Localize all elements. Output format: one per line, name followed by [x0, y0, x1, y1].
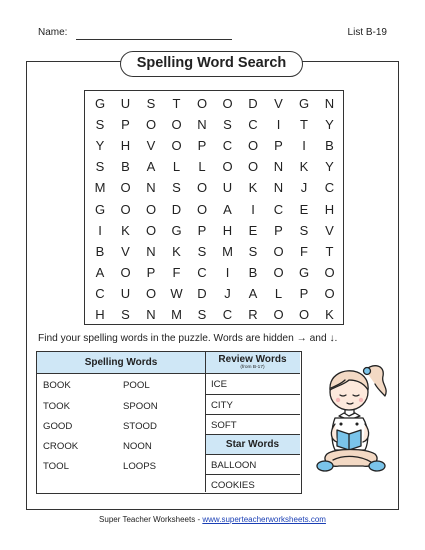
puzzle-letter: R [248, 307, 258, 322]
puzzle-letter: P [146, 264, 156, 280]
puzzle-letter: C [273, 201, 284, 217]
spelling-word: BOOK [43, 380, 71, 391]
puzzle-letter: A [146, 159, 156, 175]
puzzle-letter: O [196, 201, 208, 217]
puzzle-letter: C [222, 307, 233, 322]
puzzle-letter: M [171, 307, 182, 322]
puzzle-letter: V [325, 222, 334, 238]
puzzle-letter: H [222, 222, 233, 238]
row-divider [205, 394, 300, 395]
puzzle-letter: Y [325, 159, 334, 175]
footer [0, 515, 425, 524]
puzzle-letter: K [299, 159, 309, 175]
puzzle-letter: O [145, 285, 157, 301]
spelling-word: NOON [123, 441, 152, 452]
puzzle-letter: S [121, 307, 130, 322]
puzzle-letter: O [273, 307, 284, 322]
puzzle-letter: H [324, 201, 335, 217]
row-divider [205, 454, 300, 455]
puzzle-letter: K [172, 243, 181, 259]
puzzle-letter: F [300, 243, 308, 259]
puzzle-letter: S [299, 222, 309, 238]
star-word: BALLOON [211, 460, 257, 471]
puzzle-letter: S [172, 180, 181, 196]
puzzle-letter: B [121, 159, 130, 175]
puzzle-letter: K [248, 180, 258, 196]
puzzle-letter: N [324, 96, 335, 111]
puzzle-letter: S [197, 307, 207, 322]
puzzle-letter: T [172, 96, 181, 111]
review-word: CITY [211, 400, 233, 411]
review-words-note: (from B-17) [240, 365, 265, 370]
review-word: SOFT [211, 420, 237, 431]
puzzle-letter: O [247, 159, 259, 175]
puzzle-letter: O [120, 201, 131, 217]
puzzle-letter: N [273, 180, 284, 196]
puzzle-letter: O [247, 138, 259, 154]
puzzle-letter: P [197, 138, 207, 154]
puzzle-letter: S [197, 243, 207, 259]
puzzle-letter: L [198, 159, 206, 175]
word-search-grid [84, 90, 344, 325]
puzzle-letter: U [222, 180, 233, 196]
puzzle-letter: N [146, 243, 156, 259]
name-label: Name: [38, 27, 68, 38]
puzzle-letter: O [222, 159, 233, 175]
worksheet-header [38, 27, 387, 43]
girl-reading-illustration [305, 358, 397, 484]
puzzle-letter: V [274, 96, 283, 111]
review-words-title: Review Words [218, 354, 287, 365]
puzzle-letter: E [299, 201, 309, 217]
puzzle-letter: A [223, 201, 232, 217]
puzzle-letter: N [146, 180, 156, 196]
spelling-word: CROOK [43, 441, 79, 452]
puzzle-letter: O [145, 222, 157, 238]
puzzle-letter: J [224, 285, 231, 301]
puzzle-letter: M [222, 243, 233, 259]
spelling-word: GOOD [43, 421, 73, 432]
puzzle-letter: I [98, 222, 102, 238]
puzzle-letter: K [121, 222, 130, 238]
puzzle-letter: F [172, 264, 181, 280]
puzzle-letter: O [171, 138, 182, 154]
spelling-words-heading: Spelling Words [37, 352, 205, 373]
spelling-word: POOL [123, 380, 150, 391]
puzzle-letter: N [146, 307, 156, 322]
puzzle-letter: G [94, 201, 106, 217]
puzzle-letter: I [302, 138, 306, 154]
puzzle-letter: U [120, 285, 131, 301]
puzzle-letter: N [197, 117, 207, 133]
puzzle-letter: P [197, 222, 207, 238]
puzzle-letter: D [248, 96, 258, 111]
header-divider [37, 373, 300, 374]
instructions: Find your spelling words in the puzzle. Words are hidden → and ↓. [38, 333, 338, 344]
star-words-heading: Star Words [205, 435, 300, 454]
puzzle-letter: O [273, 243, 284, 259]
puzzle-letter: D [171, 201, 182, 217]
puzzle-letter: O [324, 264, 335, 280]
puzzle-letter: C [95, 285, 105, 301]
puzzle-letter: C [248, 117, 258, 133]
puzzle-letter: P [299, 285, 309, 301]
puzzle-letter: I [251, 201, 255, 217]
puzzle-letter: O [145, 201, 157, 217]
review-word: ICE [211, 379, 227, 390]
puzzle-letter: T [325, 243, 334, 259]
puzzle-letter: K [325, 307, 334, 322]
puzzle-letter: A [95, 264, 105, 280]
puzzle-letter: C [197, 264, 207, 280]
name-line [76, 39, 232, 40]
puzzle-letter: O [298, 307, 310, 322]
footer-prefix: Super Teacher Worksheets - [99, 515, 203, 524]
puzzle-letter: T [300, 117, 308, 133]
puzzle-letter: Y [325, 117, 334, 133]
spelling-word: LOOPS [123, 461, 157, 472]
puzzle-letter: I [276, 117, 281, 133]
puzzle-letter: O [145, 117, 157, 133]
puzzle-letter: O [120, 180, 131, 196]
puzzle-letter: S [223, 117, 232, 133]
puzzle-letter: B [95, 243, 105, 259]
puzzle-letter: S [95, 159, 105, 175]
puzzle-letter: G [94, 96, 106, 111]
puzzle-letter: W [170, 285, 183, 301]
puzzle-letter: C [222, 138, 233, 154]
puzzle-letter: B [248, 264, 258, 280]
spelling-word: TOOK [43, 401, 71, 412]
page-title: Spelling Word Search [120, 51, 303, 77]
row-divider [205, 434, 300, 435]
puzzle-letter: P [274, 138, 283, 154]
puzzle-letter: G [171, 222, 182, 238]
puzzle-letter: N [273, 159, 284, 175]
spelling-word: SPOON [123, 401, 158, 412]
puzzle-letter: Y [95, 138, 105, 154]
puzzle-letter: J [300, 180, 308, 196]
puzzle-letter: D [197, 285, 207, 301]
word-list-table [36, 351, 302, 494]
puzzle-letter: S [248, 243, 258, 259]
puzzle-letter: M [94, 180, 106, 196]
puzzle-letter: P [274, 222, 283, 238]
star-word: COOKIES [211, 480, 255, 491]
review-words-heading [205, 352, 300, 373]
puzzle-letter: L [274, 285, 283, 301]
spelling-word: TOOL [43, 461, 69, 472]
row-divider [205, 474, 300, 475]
puzzle-letter: E [248, 222, 258, 238]
puzzle-letter: O [196, 180, 208, 196]
puzzle-letter: O [196, 96, 208, 111]
footer-link[interactable]: www.superteacherworksheets.com [202, 515, 326, 524]
puzzle-letter: O [273, 264, 284, 280]
puzzle-letter: V [121, 243, 130, 259]
puzzle-letter: C [324, 180, 335, 196]
spelling-word: STOOD [123, 421, 157, 432]
puzzle-letter: V [146, 138, 156, 154]
puzzle-letter: B [325, 138, 334, 154]
puzzle-letter: U [120, 96, 131, 111]
list-label: List B-19 [347, 27, 387, 38]
puzzle-letter: O [324, 285, 335, 301]
puzzle-letter: L [172, 159, 181, 175]
puzzle-letter: H [95, 307, 105, 322]
puzzle-letter: S [95, 117, 105, 133]
puzzle-letter: A [248, 285, 258, 301]
puzzle-letter: G [298, 96, 310, 111]
row-divider [205, 414, 300, 415]
puzzle-letter: G [298, 264, 310, 280]
puzzle-letter: I [225, 264, 230, 280]
puzzle-letter: P [121, 117, 130, 133]
puzzle-letter: O [222, 96, 233, 111]
puzzle-letter: O [120, 264, 131, 280]
puzzle-letter: S [146, 96, 156, 111]
puzzle-letter: H [120, 138, 131, 154]
puzzle-letter: O [171, 117, 182, 133]
